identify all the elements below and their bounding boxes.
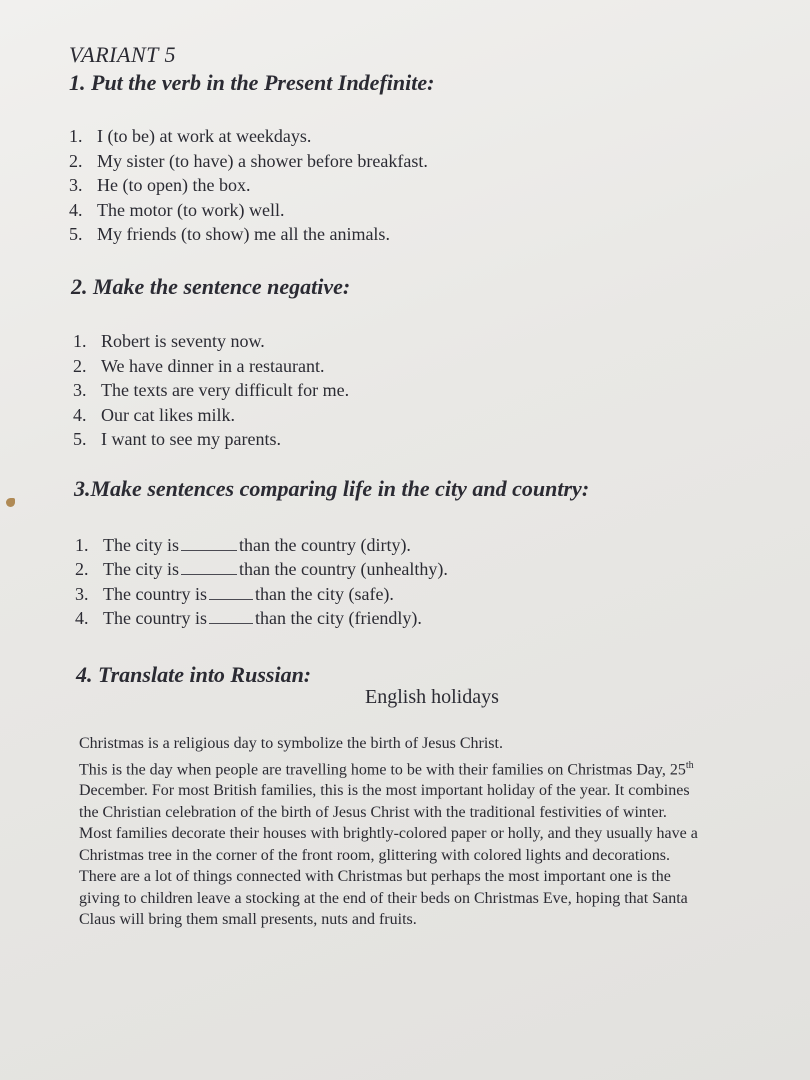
paragraph-line [79, 755, 799, 781]
comparison-item [75, 535, 411, 556]
paragraph-line: Most families decorate their houses with brightly-colored paper or holly, and they usually have a [79, 825, 698, 843]
item-start: The city is [103, 559, 179, 579]
comparison-item [75, 559, 448, 580]
item-text: My sister (to have) a shower before breakfast. [97, 150, 428, 171]
item-number: 5. [69, 224, 83, 244]
item-number: 2. [69, 150, 83, 171]
translation-paragraph [79, 733, 799, 931]
list-item [73, 378, 349, 403]
paragraph-line: the Christian celebration of the birth of Jesus Christ with the traditional festivities of winter. [79, 803, 667, 821]
item-text: My friends (to show) me all the animals. [97, 224, 390, 244]
paragraph-line: giving to children leave a stocking at the end of their beds on Christmas Eve, hoping that Santa [79, 889, 688, 907]
variant-title: VARIANT 5 [69, 42, 176, 67]
list-item [69, 149, 428, 174]
item-number: 3. [73, 380, 87, 400]
section-1-list [69, 124, 428, 247]
list-item [73, 403, 349, 428]
answer-blank[interactable] [181, 536, 237, 551]
line-text: This is the day when people are travelling home to be with their families on Christmas Day, 25 [79, 760, 686, 778]
section-4-heading: 4. Translate into Russian: [76, 662, 312, 687]
answer-blank[interactable] [181, 560, 237, 575]
item-number: 1. [69, 126, 83, 146]
item-number: 3. [75, 584, 89, 604]
item-number: 5. [73, 429, 87, 449]
section-2-heading: 2. Make the sentence negative: [71, 274, 351, 299]
item-text: Robert is seventy now. [101, 331, 265, 351]
paragraph-line: Claus will bring them small presents, nuts and fruits. [79, 911, 417, 929]
list-item [69, 124, 428, 149]
item-start: The country is [103, 608, 207, 628]
comparison-item [75, 584, 394, 605]
answer-blank[interactable] [209, 609, 253, 624]
item-number: 2. [73, 355, 87, 376]
section-1-heading: 1. Put the verb in the Present Indefinite: [69, 70, 435, 95]
list-item [73, 427, 349, 452]
section-2-list [73, 329, 349, 452]
paragraph-line: Christmas is a religious day to symbolize the birth of Jesus Christ. [79, 735, 503, 752]
comparison-item [75, 608, 422, 629]
item-end: than the country (unhealthy). [238, 559, 448, 579]
list-item [73, 354, 349, 379]
answer-blank[interactable] [209, 585, 253, 600]
item-start: The country is [103, 584, 207, 604]
item-text: I want to see my parents. [101, 429, 281, 449]
paragraph-line: Christmas tree in the corner of the front room, glittering with colored lights and decorations. [79, 846, 670, 864]
item-text: The motor (to work) well. [97, 199, 285, 220]
list-item [69, 222, 428, 247]
item-text: The texts are very difficult for me. [101, 380, 350, 400]
item-number: 2. [75, 559, 89, 579]
item-text: Our cat likes milk. [101, 404, 235, 425]
item-number: 1. [75, 535, 89, 555]
item-text: He (to open) the box. [97, 175, 251, 195]
list-item [73, 329, 349, 354]
item-end: than the city (friendly). [254, 608, 422, 628]
item-number: 4. [75, 608, 89, 628]
list-item [69, 198, 428, 223]
item-number: 3. [69, 175, 83, 195]
item-end: than the country (dirty). [238, 535, 411, 555]
item-number: 4. [73, 404, 87, 425]
item-number: 4. [69, 199, 83, 220]
text-title: English holidays [365, 686, 499, 708]
paragraph-line: December. For most British families, this is the most important holiday of the year. It combines [79, 782, 690, 800]
item-number: 1. [73, 331, 87, 351]
paper-mark [6, 498, 15, 507]
list-item [69, 173, 428, 198]
paragraph-line: There are a lot of things connected with Christmas but perhaps the most important one is the [79, 868, 671, 886]
item-text: We have dinner in a restaurant. [101, 355, 325, 376]
item-text: I (to be) at work at weekdays. [97, 126, 312, 146]
item-end: than the city (safe). [254, 584, 394, 604]
section-3-heading: 3.Make sentences comparing life in the city and country: [74, 476, 590, 501]
item-start: The city is [103, 535, 179, 555]
ordinal-suffix: th [685, 759, 694, 771]
